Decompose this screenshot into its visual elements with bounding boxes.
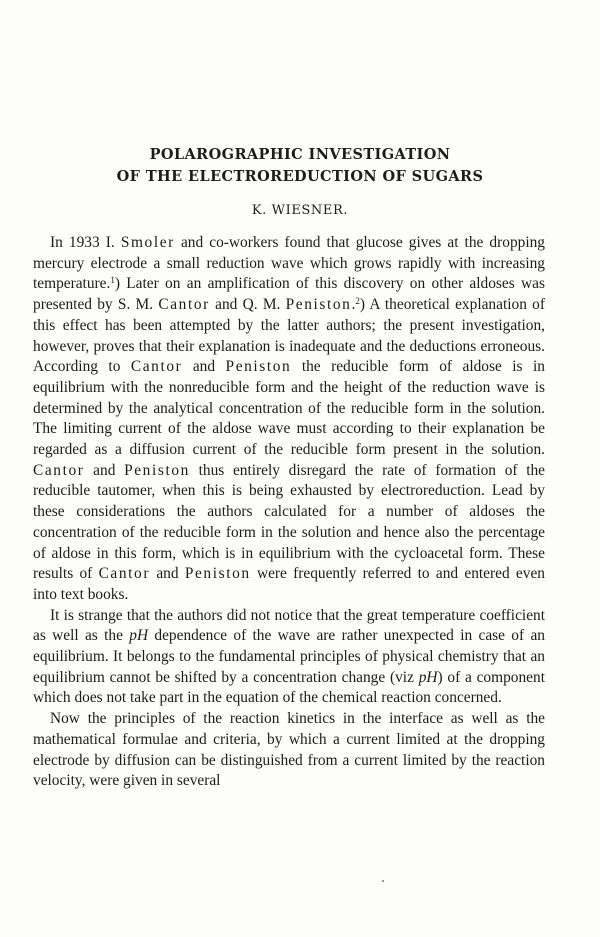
author-name-smoler: Smoler <box>120 234 175 251</box>
text-run: thus entirely disregard the rate of formation of the reducible tautomer, when this is being exhausted by electroreduction. Lead by these considerations the authors calculated for a number of aldoses the concentration of the reducible form in the solution and hence also the percentage of aldose in this form, which is in equilibrium with the cycloacetal form. These results of <box>33 461 545 583</box>
text-run: dependence of the wave are rather unexpected in case of an equilibrium. It belongs to the fundamental principles of physical chemistry that an equilibrium cannot be shifted by a concentration change (viz <box>33 627 545 686</box>
author-name-peniston: Peniston <box>184 565 251 583</box>
text-run: the reducible form of aldose is in equilibrium with the nonreducible form and the height of the reduction wave is determined by the analytical concentration of the reducible form in the solution. The limiting current of the aldose wave must according to their explanation be regarded as a diffusion current of the reducible form present in the solution. <box>33 358 545 459</box>
footnote-ref-1: 1 <box>110 275 115 286</box>
author-name-cantor: Cantor <box>130 358 183 376</box>
author-name: K. WIESNER. <box>251 203 349 218</box>
author-name-cantor: Cantor <box>98 565 151 583</box>
paragraph-1 <box>33 233 545 606</box>
text-run: and Q. M. <box>209 296 286 314</box>
text-run: . <box>351 296 356 314</box>
author-name-peniston: Peniston <box>225 358 292 376</box>
text-run: ) of a component which does not take part in the equation of the chemical reaction concerned. <box>33 668 545 707</box>
text-run: ) A theoretical explanation of this effect has been attempted by the latter authors; the present investigation, however, proves that their explanation is inadequate and the deductions erroneous. According to <box>33 296 545 376</box>
author-name-cantor: Cantor <box>158 296 210 314</box>
text-run: and <box>150 565 185 583</box>
text-run: and co-workers found that glucose gives at the dropping mercury electrode a small reduction wave which grows rapidly with increasing temperature. <box>33 234 545 293</box>
page-speck <box>382 880 384 882</box>
author-name-peniston: Peniston <box>124 461 190 479</box>
text-run: and <box>84 461 125 479</box>
text-run: ) Later on an amplification of this discovery on other aldoses was presented by S. M. <box>33 275 545 314</box>
text-run: and <box>182 358 226 376</box>
paragraph-3: Now the principles of the reaction kinetics in the interface as well as the mathematical formulae and criteria, by which a current limited at the dropping electrode by diffusion can be distinguished from a current limited by the reaction velocity, were given in several <box>33 710 545 790</box>
footnote-ref-2: 2 <box>355 296 360 307</box>
paragraph-2 <box>33 606 545 710</box>
author-name-peniston: Peniston <box>285 296 352 314</box>
ph-term: pH <box>418 668 438 686</box>
article-title-line-2: OF THE ELECTROREDUCTION OF SUGARS <box>116 168 484 185</box>
ph-term: pH <box>129 627 149 645</box>
article-body <box>33 233 545 792</box>
article-title-line-1: POLAROGRAPHIC INVESTIGATION <box>149 146 451 163</box>
text-run: It is strange that the authors did not notice that the great temperature coefficient as well as the <box>33 606 545 645</box>
text-run: were frequently referred to and entered even into text books. <box>33 565 545 603</box>
text-run: In 1933 I. <box>50 234 121 251</box>
author-name-cantor: Cantor <box>33 461 85 479</box>
